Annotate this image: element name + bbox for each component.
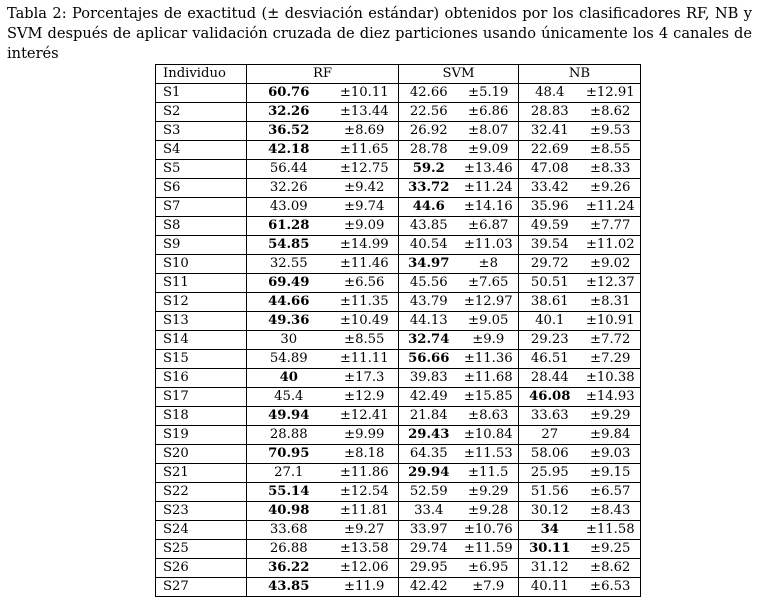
- nb-mean-cell: 29.23: [519, 331, 581, 350]
- individual-cell: S24: [156, 521, 247, 540]
- table-row: [156, 464, 641, 483]
- rf-mean-cell: 49.36: [247, 312, 331, 331]
- rf-mean-cell: 49.94: [247, 407, 331, 426]
- caption-line-3: interés: [7, 45, 59, 62]
- nb-mean-cell: 30.12: [519, 502, 581, 521]
- nb-mean-cell: 51.56: [519, 483, 581, 502]
- table-row: [156, 483, 641, 502]
- svm-mean-cell: 22.56: [399, 103, 459, 122]
- rf-sd-cell: ±11.81: [331, 502, 399, 521]
- nb-sd-cell: ±9.25: [581, 540, 641, 559]
- nb-sd-cell: ±6.53: [581, 578, 641, 597]
- svm-sd-cell: ±6.95: [459, 559, 519, 578]
- rf-sd-cell: ±9.74: [331, 198, 399, 217]
- nb-sd-cell: ±9.03: [581, 445, 641, 464]
- nb-sd-cell: ±8.33: [581, 160, 641, 179]
- nb-sd-cell: ±8.31: [581, 293, 641, 312]
- nb-sd-cell: ±9.84: [581, 426, 641, 445]
- nb-sd-cell: ±14.93: [581, 388, 641, 407]
- svm-mean-cell: 43.85: [399, 217, 459, 236]
- rf-mean-cell: 32.26: [247, 179, 331, 198]
- nb-mean-cell: 49.59: [519, 217, 581, 236]
- svm-mean-cell: 40.54: [399, 236, 459, 255]
- header-svm: SVM: [399, 65, 519, 84]
- individual-cell: S19: [156, 426, 247, 445]
- svm-mean-cell: 34.97: [399, 255, 459, 274]
- table-row: [156, 559, 641, 578]
- table-row: [156, 521, 641, 540]
- nb-mean-cell: 46.51: [519, 350, 581, 369]
- rf-mean-cell: 33.68: [247, 521, 331, 540]
- nb-mean-cell: 31.12: [519, 559, 581, 578]
- rf-sd-cell: ±14.99: [331, 236, 399, 255]
- svm-mean-cell: 42.66: [399, 84, 459, 103]
- rf-sd-cell: ±9.27: [331, 521, 399, 540]
- svm-sd-cell: ±11.5: [459, 464, 519, 483]
- nb-sd-cell: ±8.43: [581, 502, 641, 521]
- nb-mean-cell: 28.83: [519, 103, 581, 122]
- table-row: [156, 445, 641, 464]
- individual-cell: S5: [156, 160, 247, 179]
- svm-sd-cell: ±8.63: [459, 407, 519, 426]
- nb-mean-cell: 25.95: [519, 464, 581, 483]
- svm-sd-cell: ±11.68: [459, 369, 519, 388]
- rf-sd-cell: ±11.65: [331, 141, 399, 160]
- svm-mean-cell: 21.84: [399, 407, 459, 426]
- nb-mean-cell: 50.51: [519, 274, 581, 293]
- svm-mean-cell: 33.97: [399, 521, 459, 540]
- svm-mean-cell: 44.6: [399, 198, 459, 217]
- table-row: [156, 122, 641, 141]
- table-header-row: [156, 65, 641, 84]
- nb-sd-cell: ±9.15: [581, 464, 641, 483]
- rf-mean-cell: 60.76: [247, 84, 331, 103]
- rf-sd-cell: ±9.99: [331, 426, 399, 445]
- rf-sd-cell: ±13.58: [331, 540, 399, 559]
- table-row: [156, 141, 641, 160]
- rf-mean-cell: 27.1: [247, 464, 331, 483]
- nb-sd-cell: ±10.38: [581, 369, 641, 388]
- individual-cell: S4: [156, 141, 247, 160]
- nb-sd-cell: ±12.91: [581, 84, 641, 103]
- rf-sd-cell: ±12.9: [331, 388, 399, 407]
- individual-cell: S16: [156, 369, 247, 388]
- nb-mean-cell: 29.72: [519, 255, 581, 274]
- rf-sd-cell: ±12.75: [331, 160, 399, 179]
- rf-mean-cell: 32.55: [247, 255, 331, 274]
- svm-sd-cell: ±11.53: [459, 445, 519, 464]
- rf-sd-cell: ±12.41: [331, 407, 399, 426]
- accuracy-table: [155, 64, 641, 597]
- nb-sd-cell: ±12.37: [581, 274, 641, 293]
- svm-sd-cell: ±10.76: [459, 521, 519, 540]
- nb-mean-cell: 39.54: [519, 236, 581, 255]
- table-row: [156, 578, 641, 597]
- rf-mean-cell: 42.18: [247, 141, 331, 160]
- svm-sd-cell: ±11.24: [459, 179, 519, 198]
- rf-sd-cell: ±13.44: [331, 103, 399, 122]
- svm-mean-cell: 43.79: [399, 293, 459, 312]
- svm-sd-cell: ±12.97: [459, 293, 519, 312]
- nb-sd-cell: ±11.58: [581, 521, 641, 540]
- individual-cell: S21: [156, 464, 247, 483]
- rf-sd-cell: ±11.9: [331, 578, 399, 597]
- svm-sd-cell: ±7.65: [459, 274, 519, 293]
- rf-sd-cell: ±10.49: [331, 312, 399, 331]
- svm-sd-cell: ±7.9: [459, 578, 519, 597]
- individual-cell: S27: [156, 578, 247, 597]
- nb-mean-cell: 28.44: [519, 369, 581, 388]
- svm-sd-cell: ±15.85: [459, 388, 519, 407]
- rf-mean-cell: 40.98: [247, 502, 331, 521]
- header-individual: Individuo: [156, 65, 247, 84]
- svm-sd-cell: ±11.36: [459, 350, 519, 369]
- svm-sd-cell: ±5.19: [459, 84, 519, 103]
- svm-sd-cell: ±9.28: [459, 502, 519, 521]
- svm-mean-cell: 45.56: [399, 274, 459, 293]
- svm-mean-cell: 52.59: [399, 483, 459, 502]
- individual-cell: S20: [156, 445, 247, 464]
- rf-sd-cell: ±17.3: [331, 369, 399, 388]
- table-row: [156, 179, 641, 198]
- nb-mean-cell: 40.1: [519, 312, 581, 331]
- rf-sd-cell: ±10.11: [331, 84, 399, 103]
- rf-mean-cell: 36.22: [247, 559, 331, 578]
- individual-cell: S17: [156, 388, 247, 407]
- rf-mean-cell: 56.44: [247, 160, 331, 179]
- svm-mean-cell: 33.72: [399, 179, 459, 198]
- table-row: [156, 274, 641, 293]
- nb-mean-cell: 48.4: [519, 84, 581, 103]
- table-row: [156, 160, 641, 179]
- rf-sd-cell: ±8.69: [331, 122, 399, 141]
- rf-mean-cell: 44.66: [247, 293, 331, 312]
- table-row: [156, 198, 641, 217]
- individual-cell: S6: [156, 179, 247, 198]
- table-row: [156, 84, 641, 103]
- svm-mean-cell: 33.4: [399, 502, 459, 521]
- individual-cell: S15: [156, 350, 247, 369]
- svm-sd-cell: ±11.59: [459, 540, 519, 559]
- table-row: [156, 293, 641, 312]
- nb-mean-cell: 22.69: [519, 141, 581, 160]
- individual-cell: S13: [156, 312, 247, 331]
- table-row: [156, 255, 641, 274]
- nb-sd-cell: ±8.62: [581, 103, 641, 122]
- rf-sd-cell: ±9.09: [331, 217, 399, 236]
- nb-sd-cell: ±11.02: [581, 236, 641, 255]
- table-body: [156, 84, 641, 597]
- header-nb: NB: [519, 65, 641, 84]
- table-row: [156, 426, 641, 445]
- nb-mean-cell: 47.08: [519, 160, 581, 179]
- nb-mean-cell: 33.42: [519, 179, 581, 198]
- nb-mean-cell: 33.63: [519, 407, 581, 426]
- svm-mean-cell: 28.78: [399, 141, 459, 160]
- nb-mean-cell: 27: [519, 426, 581, 445]
- svm-sd-cell: ±13.46: [459, 160, 519, 179]
- svm-mean-cell: 56.66: [399, 350, 459, 369]
- nb-sd-cell: ±7.77: [581, 217, 641, 236]
- svm-sd-cell: ±9.05: [459, 312, 519, 331]
- nb-sd-cell: ±9.29: [581, 407, 641, 426]
- svm-mean-cell: 42.49: [399, 388, 459, 407]
- nb-sd-cell: ±9.02: [581, 255, 641, 274]
- individual-cell: S18: [156, 407, 247, 426]
- svm-mean-cell: 59.2: [399, 160, 459, 179]
- rf-mean-cell: 32.26: [247, 103, 331, 122]
- table-row: [156, 217, 641, 236]
- nb-sd-cell: ±10.91: [581, 312, 641, 331]
- rf-sd-cell: ±8.55: [331, 331, 399, 350]
- nb-sd-cell: ±7.29: [581, 350, 641, 369]
- svm-sd-cell: ±10.84: [459, 426, 519, 445]
- svm-sd-cell: ±9.9: [459, 331, 519, 350]
- nb-mean-cell: 38.61: [519, 293, 581, 312]
- header-rf: RF: [247, 65, 399, 84]
- individual-cell: S25: [156, 540, 247, 559]
- table-row: [156, 312, 641, 331]
- nb-sd-cell: ±7.72: [581, 331, 641, 350]
- individual-cell: S10: [156, 255, 247, 274]
- svm-mean-cell: 29.95: [399, 559, 459, 578]
- rf-sd-cell: ±8.18: [331, 445, 399, 464]
- table-row: [156, 540, 641, 559]
- svm-mean-cell: 29.74: [399, 540, 459, 559]
- rf-mean-cell: 45.4: [247, 388, 331, 407]
- svm-sd-cell: ±8.07: [459, 122, 519, 141]
- table-row: [156, 502, 641, 521]
- svm-mean-cell: 44.13: [399, 312, 459, 331]
- svm-sd-cell: ±8: [459, 255, 519, 274]
- individual-cell: S8: [156, 217, 247, 236]
- nb-mean-cell: 58.06: [519, 445, 581, 464]
- rf-sd-cell: ±11.35: [331, 293, 399, 312]
- rf-mean-cell: 55.14: [247, 483, 331, 502]
- rf-sd-cell: ±11.86: [331, 464, 399, 483]
- rf-sd-cell: ±12.06: [331, 559, 399, 578]
- rf-mean-cell: 69.49: [247, 274, 331, 293]
- svm-sd-cell: ±6.86: [459, 103, 519, 122]
- caption-line-1: Tabla 2: Porcentajes de exactitud (± desviación estándar) obtenidos por los clasificadores RF, NB y: [7, 5, 752, 22]
- rf-mean-cell: 43.85: [247, 578, 331, 597]
- svm-mean-cell: 42.42: [399, 578, 459, 597]
- nb-mean-cell: 32.41: [519, 122, 581, 141]
- svm-sd-cell: ±11.03: [459, 236, 519, 255]
- individual-cell: S1: [156, 84, 247, 103]
- nb-sd-cell: ±9.53: [581, 122, 641, 141]
- nb-sd-cell: ±9.26: [581, 179, 641, 198]
- table-row: [156, 236, 641, 255]
- individual-cell: S2: [156, 103, 247, 122]
- table-row: [156, 407, 641, 426]
- nb-sd-cell: ±11.24: [581, 198, 641, 217]
- table-row: [156, 388, 641, 407]
- svm-mean-cell: 29.43: [399, 426, 459, 445]
- rf-mean-cell: 61.28: [247, 217, 331, 236]
- rf-sd-cell: ±11.46: [331, 255, 399, 274]
- individual-cell: S22: [156, 483, 247, 502]
- svm-sd-cell: ±6.87: [459, 217, 519, 236]
- nb-mean-cell: 46.08: [519, 388, 581, 407]
- svm-mean-cell: 26.92: [399, 122, 459, 141]
- nb-sd-cell: ±6.57: [581, 483, 641, 502]
- rf-mean-cell: 54.85: [247, 236, 331, 255]
- individual-cell: S12: [156, 293, 247, 312]
- rf-sd-cell: ±11.11: [331, 350, 399, 369]
- rf-mean-cell: 54.89: [247, 350, 331, 369]
- rf-mean-cell: 43.09: [247, 198, 331, 217]
- nb-mean-cell: 34: [519, 521, 581, 540]
- individual-cell: S9: [156, 236, 247, 255]
- svm-sd-cell: ±9.29: [459, 483, 519, 502]
- svm-sd-cell: ±14.16: [459, 198, 519, 217]
- rf-sd-cell: ±6.56: [331, 274, 399, 293]
- rf-mean-cell: 26.88: [247, 540, 331, 559]
- nb-sd-cell: ±8.55: [581, 141, 641, 160]
- individual-cell: S23: [156, 502, 247, 521]
- individual-cell: S14: [156, 331, 247, 350]
- svm-mean-cell: 64.35: [399, 445, 459, 464]
- rf-mean-cell: 40: [247, 369, 331, 388]
- svm-sd-cell: ±9.09: [459, 141, 519, 160]
- nb-mean-cell: 40.11: [519, 578, 581, 597]
- individual-cell: S3: [156, 122, 247, 141]
- rf-mean-cell: 30: [247, 331, 331, 350]
- nb-sd-cell: ±8.62: [581, 559, 641, 578]
- rf-mean-cell: 70.95: [247, 445, 331, 464]
- table-row: [156, 103, 641, 122]
- svm-mean-cell: 29.94: [399, 464, 459, 483]
- rf-mean-cell: 36.52: [247, 122, 331, 141]
- nb-mean-cell: 30.11: [519, 540, 581, 559]
- individual-cell: S11: [156, 274, 247, 293]
- individual-cell: S7: [156, 198, 247, 217]
- rf-sd-cell: ±9.42: [331, 179, 399, 198]
- individual-cell: S26: [156, 559, 247, 578]
- table-caption: [7, 4, 752, 64]
- nb-mean-cell: 35.96: [519, 198, 581, 217]
- svm-mean-cell: 32.74: [399, 331, 459, 350]
- table-row: [156, 331, 641, 350]
- rf-mean-cell: 28.88: [247, 426, 331, 445]
- table-row: [156, 369, 641, 388]
- svm-mean-cell: 39.83: [399, 369, 459, 388]
- rf-sd-cell: ±12.54: [331, 483, 399, 502]
- table-row: [156, 350, 641, 369]
- caption-line-2: SVM después de aplicar validación cruzada de diez particiones usando únicamente los 4 canales de: [7, 25, 752, 42]
